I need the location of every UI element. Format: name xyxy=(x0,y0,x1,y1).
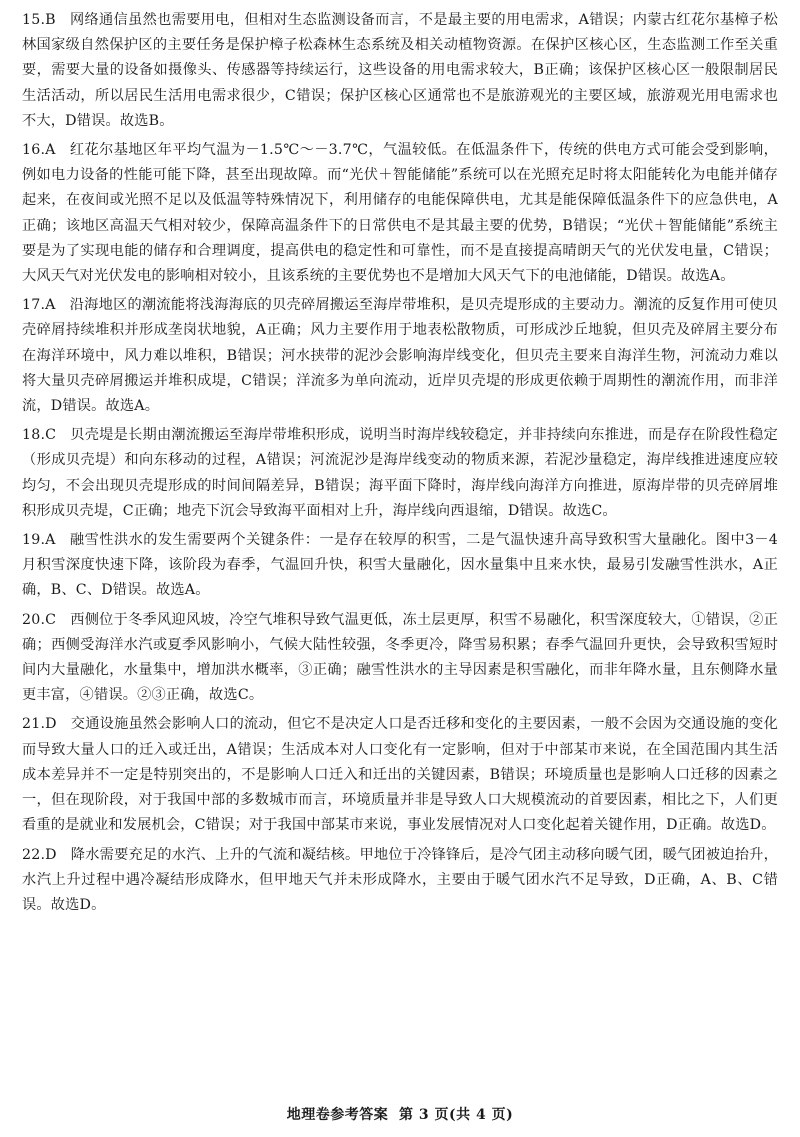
answer-explanation: 交通设施虽然会影响人口的流动，但它不是决定人口是否迁移和变化的主要因素，一般不会因为交通设施的变化而导致大量人口的迁入或迁出，A错误；生活成本对人口变化有一定影响，但对于中部某市来说，在全国范围内其生活成本差异并不一定是特别突出的，不是影响人口迁入和迁出的关键因素，B错误；环境质量也是影响人口迁移的因素之一，但在现阶段，对于我国中部的多数城市而言，环境质量并非是导致人口大规模流动的首要因素，相比之下，人们更看重的是就业和发展机会，C错误；对于我国中部某市来说，事业发展情况对人口变化起着关键作用，D正确。故选D。 xyxy=(22,716,778,834)
page-footer xyxy=(0,1104,800,1124)
answer-22 xyxy=(22,843,778,919)
answer-20 xyxy=(22,608,778,709)
answer-choice: A xyxy=(45,532,56,549)
answer-choice: C xyxy=(45,611,57,628)
footer-page-number: 第 3 页(共 4 页) xyxy=(399,1107,514,1123)
answer-choice: C xyxy=(45,427,57,444)
answer-choice: D xyxy=(45,716,57,733)
question-number: 16. xyxy=(22,142,46,159)
answer-explanation: 沿海地区的潮流能将浅海海底的贝壳碎屑搬运至海岸带堆积，是贝壳堤形成的主要动力。潮流的反复作用可使贝壳碎屑持续堆积并形成垄岗状地貌，A正确；风力主要作用于地表松散物质，可形成沙丘地貌，但贝壳及碎屑主要分布在海洋环境中，风力难以堆积，B错误；河水挟带的泥沙会影响海岸线变化，但贝壳主要来自海洋生物，河流动力难以将大量贝壳碎屑搬运并堆积成堤，C错误；洋流多为单向流动，近岸贝壳堤的形成更依赖于周期性的潮流作用，而非洋流，D错误。故选A。 xyxy=(22,297,778,415)
answer-choice: A xyxy=(45,142,56,159)
answer-explanation: 降水需要充足的水汽、上升的气流和凝结核。甲地位于冷锋锋后，是冷气团主动移向暖气团，暖气团被迫抬升，水汽上升过程中遇冷凝结形成降水，但甲地天气并未形成降水，主要由于暖气团水汽不足导致，D正确，A、B、C错误。故选D。 xyxy=(22,846,778,913)
footer-subject: 地理卷参考答案 xyxy=(286,1107,389,1123)
answer-explanation: 红花尔基地区年平均气温为－1.5℃～－3.7℃，气温较低。在低温条件下，传统的供电方式可能会受到影响，例如电力设备的性能可能下降，甚至出现故障。而“光伏＋智能储能”系统可以在光照充足时将太阳能转化为电能并储存起来，在夜间或光照不足以及低温等特殊情况下，利用储存的电能保障供电，尤其是能保障低温条件下的应急供电，A正确；该地区高温天气相对较少，保障高温条件下的日常供电不是其最主要的优势，B错误；“光伏＋智能储能”系统主要是为了实现电能的储存和合理调度，提高供电的稳定性和可靠性，而不是直接提高晴朗天气的光伏发电量，C错误；大风天气对光伏发电的影响相对较小，且该系统的主要优势也不是增加大风天气下的电池储能，D错误。故选A。 xyxy=(22,142,778,285)
answer-choice: D xyxy=(45,846,57,863)
answer-19 xyxy=(22,528,778,604)
question-number: 19. xyxy=(22,532,46,549)
question-number: 18. xyxy=(22,427,46,444)
question-number: 17. xyxy=(22,297,46,314)
answer-choice: B xyxy=(45,12,56,28)
answer-explanation: 网络通信虽然也需要用电，但相对生态监测设备而言，不是最主要的用电需求，A错误；内蒙古红花尔基樟子松林国家级自然保护区的主要任务是保护樟子松森林生态系统及相关动植物资源。在保护区核心区，生态监测工作至关重要，需要大量的设备如摄像头、传感器等持续运行，这些设备的用电需求较大，B正确；该保护区核心区一般限制居民生活活动，所以居民生活用电需求很少，C错误；保护区核心区通常也不是旅游观光的主要区域，旅游观光用电需求也不大，D错误。故选B。 xyxy=(22,12,778,129)
question-number: 15. xyxy=(22,12,46,28)
question-number: 22. xyxy=(22,846,46,863)
question-number: 20. xyxy=(22,611,46,628)
answer-21 xyxy=(22,712,778,838)
question-number: 21. xyxy=(22,716,46,733)
answer-explanation: 贝壳堤是长期由潮流搬运至海岸带堆积形成，说明当时海岸线较稳定，并非持续向东推进，而是存在阶段性稳定（形成贝壳堤）和向东移动的过程，A错误；河流泥沙是海岸线变动的物质来源，若泥沙量稳定，海岸线推进速度应较均匀，不会出现贝壳堤形成的时间间隔差异，B错误；海平面下降时，海岸线向海洋方向推进，原海岸带的贝壳碎屑堆积形成贝壳堤，C正确；地壳下沉会导致海平面相对上升，海岸线向西退缩，D错误。故选C。 xyxy=(22,427,778,519)
answer-choice: A xyxy=(45,297,56,314)
answer-16 xyxy=(22,138,778,289)
answer-15 xyxy=(22,8,778,134)
answer-17 xyxy=(22,293,778,419)
answer-explanation: 西侧位于冬季风迎风坡，冷空气堆积导致气温更低，冻土层更厚，积雪不易融化，积雪深度较大，①错误，②正确；西侧受海洋水汽或夏季风影响小，气候大陆性较强，冬季更冷，降雪易积累；春季气温回升更快，会导致积雪短时间内大量融化，水量集中，增加洪水概率，③正确；融雪性洪水的主导因素是积雪融化，而非年降水量，且东侧降水量更丰富，④错误。②③正确，故选C。 xyxy=(22,611,778,704)
answer-18 xyxy=(22,423,778,524)
answer-explanation: 融雪性洪水的发生需要两个关键条件：一是存在较厚的积雪，二是气温快速升高导致积雪大量融化。图中3－4月积雪深度快速下降，该阶段为春季，气温回升快，积雪大量融化，因水量集中且来水快，最易引发融雪性洪水，A正确，B、C、D错误。故选A。 xyxy=(22,532,778,599)
